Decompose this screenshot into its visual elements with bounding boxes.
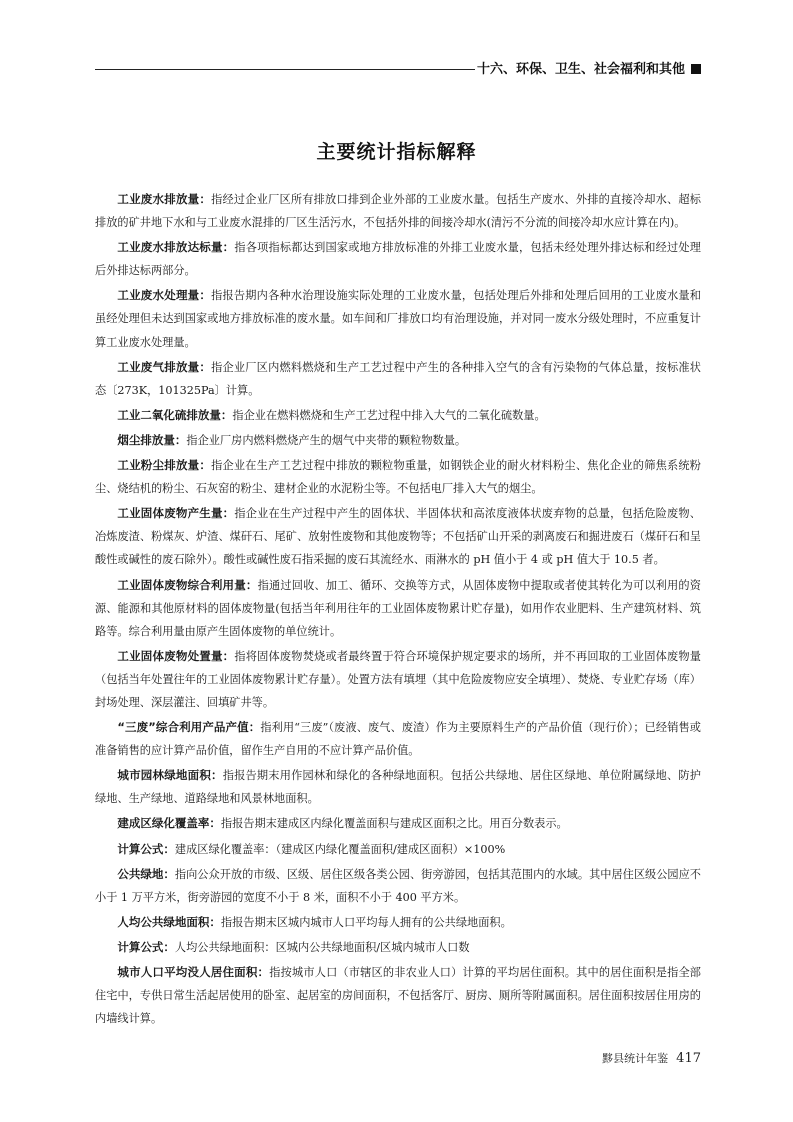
definition-entry [95,716,701,762]
definition-entry [95,188,701,234]
definitions-list [95,188,701,1032]
definition-term: 工业废水处理量： [117,288,212,303]
definition-entry [95,645,701,714]
formula-term: 计算公式： [117,841,175,856]
definition-text: 指企业在燃料燃烧和生产工艺过程中排入大气的二氧化硫数量。 [232,408,546,422]
page-footer [602,1050,701,1066]
definition-term: 工业固体废物产生量： [117,506,235,521]
definition-term: 工业粉尘排放量： [117,458,212,473]
definition-text: 指企业厂房内燃料燃烧产生的烟气中夹带的颗粒物数量。 [186,433,467,447]
definition-entry [95,429,701,452]
definition-term: 工业固体废物综合利用量： [117,577,258,592]
definition-entry [95,502,701,571]
definition-term: 工业废水排放达标量： [117,240,235,255]
definition-term: 烟尘排放量： [117,432,187,447]
definition-text: 指通过回收、加工、循环、交换等方式，从固体废物中提取或者使其转化为可以利用的资源、能源和其他原材料的固体废物量(包括当年利用往年的工业固体废物累计贮存量)，如用作农业肥料、生产建筑材料、筑路等。综合利用量由原产生固体废物的单位统计。 [95,578,701,638]
definition-entry [95,812,701,835]
definition-text: 指按城市人口（市辖区的非农业人口）计算的平均居住面积。其中的居住面积是指全部住宅中，专供日常生活起居使用的卧室、起居室的房间面积，不包括客厅、厨房、厕所等附属面积。居住面积按居住用房的内墙线计算。 [95,966,701,1026]
definition-entry [95,404,701,427]
definition-entry [95,356,701,402]
definition-text: 指报告期末建成区内绿化覆盖面积与建成区面积之比。用百分数表示。 [220,817,568,831]
footer-book-title: 黟县统计年鉴 [602,1052,669,1065]
chapter-title: 十六、环保、卫生、社会福利和其他 [476,62,685,77]
definition-term: 城市园林绿地面积： [117,768,223,783]
header-rule [95,69,475,70]
formula-term: 计算公式： [117,939,175,954]
page-number: 417 [676,1051,701,1066]
definition-term: “三废”综合利用产品产值： [117,720,261,735]
formula-text: 建成区绿化覆盖率：（建成区内绿化覆盖面积/建成区面积）×100% [174,842,506,856]
definition-text: 指企业厂区内燃料燃烧和生产工艺过程中产生的各种排入空气的含有污染物的气体总量，按标准状态〔273K，101325Pa〕计算。 [95,360,701,397]
formula-entry [95,936,701,959]
definition-entry [95,911,701,934]
definition-text: 指报告期末用作园林和绿化的各种绿地面积。包括公共绿地、居住区绿地、单位附属绿地、防护绿地、生产绿地、道路绿地和风景林地面积。 [95,769,701,806]
definition-text: 指利用“三废”（废液、废气、废渣）作为主要原料生产的产品价值（现行价）；已经销售或准备销售的应计算产品价值，留作生产自用的不应计算产品价值。 [95,721,701,758]
definition-term: 工业二氧化硫排放量： [117,407,233,422]
square-bullet-icon [691,64,701,74]
formula-text: 人均公共绿地面积：区城内公共绿地面积/区城内城市人口数 [174,940,470,954]
definition-text: 指报告期末区城内城市人口平均每人拥有的公共绿地面积。 [220,915,512,929]
definition-text: 指将固体废物焚烧或者最终置于符合环境保护规定要求的场所，并不再回取的工业固体废物量（包括当年处置往年的工业固体废物累计贮存量）。处置方法有填埋（其中危险废物应安全填埋）、焚烧、专业贮存场（库）封场处理、深层灌注、回填矿井等。 [95,649,701,709]
definition-entry [95,454,701,500]
definition-term: 公共绿地： [117,866,175,881]
definition-entry [95,236,701,282]
definition-text: 指向公众开放的市级、区级、居住区级各类公园、街旁游园，包括其范围内的水域。其中居住区级公园应不小于 1 万平方米，街旁游园的宽度不小于 8 米，面积不小于 400 平方米。 [95,867,701,904]
definition-text: 指企业在生产工艺过程中排放的颗粒物重量，如钢铁企业的耐火材料粉尘、焦化企业的筛焦系统粉尘、烧结机的粉尘、石灰窑的粉尘、建材企业的水泥粉尘等。不包括电厂排入大气的烟尘。 [95,459,701,496]
definition-entry [95,284,701,353]
definition-text: 指报告期内各种水治理设施实际处理的工业废水量，包括处理后外排和处理后回用的工业废水量和虽经处理但未达到国家或地方排放标准的废水量。如车间和厂排放口均有治理设施，并对同一废水分级处理时，不应重复计算工业废水处理量。 [95,289,701,349]
definition-text: 指企业在生产过程中产生的固体状、半固体状和高浓度液体状废弃物的总量，包括危险废物、冶炼废渣、粉煤灰、炉渣、煤矸石、尾矿、放射性废物和其他废物等；不包括矿山开采的剥离废石和掘进废石（煤矸石和呈酸性或碱性的废石除外）。酸性或碱性废石指采掘的废石其流经水、雨淋水的 pH 值小于 4 或 pH 值大于 10.5 者。 [95,507,701,567]
definition-term: 工业固体废物处置量： [117,648,235,663]
definition-term: 工业废气排放量： [117,359,212,374]
definition-entry [95,764,701,810]
definition-term: 城市人口平均没人居住面积： [117,965,270,979]
definition-term: 建成区绿化覆盖率： [117,816,221,831]
running-header [477,58,701,77]
definition-term: 人均公共绿地面积： [117,914,221,929]
page-title: 主要统计指标解释 [316,141,477,163]
formula-entry [95,838,701,861]
definition-text: 指各项指标都达到国家或地方排放标准的外排工业废水量，包括未经处理外排达标和经过处理后外排达标两部分。 [95,241,701,278]
definition-entry [95,863,701,909]
definition-entry [95,961,701,1030]
definition-text: 指经过企业厂区所有排放口排到企业外部的工业废水量。包括生产废水、外排的直接冷却水、超标排放的矿井地下水和与工业废水混排的厂区生活污水，不包括外排的间接冷却水(清污不分流的间接冷却水应计算在内)。 [95,193,701,230]
definition-entry [95,574,701,643]
definition-term: 工业废水排放量： [117,192,212,206]
